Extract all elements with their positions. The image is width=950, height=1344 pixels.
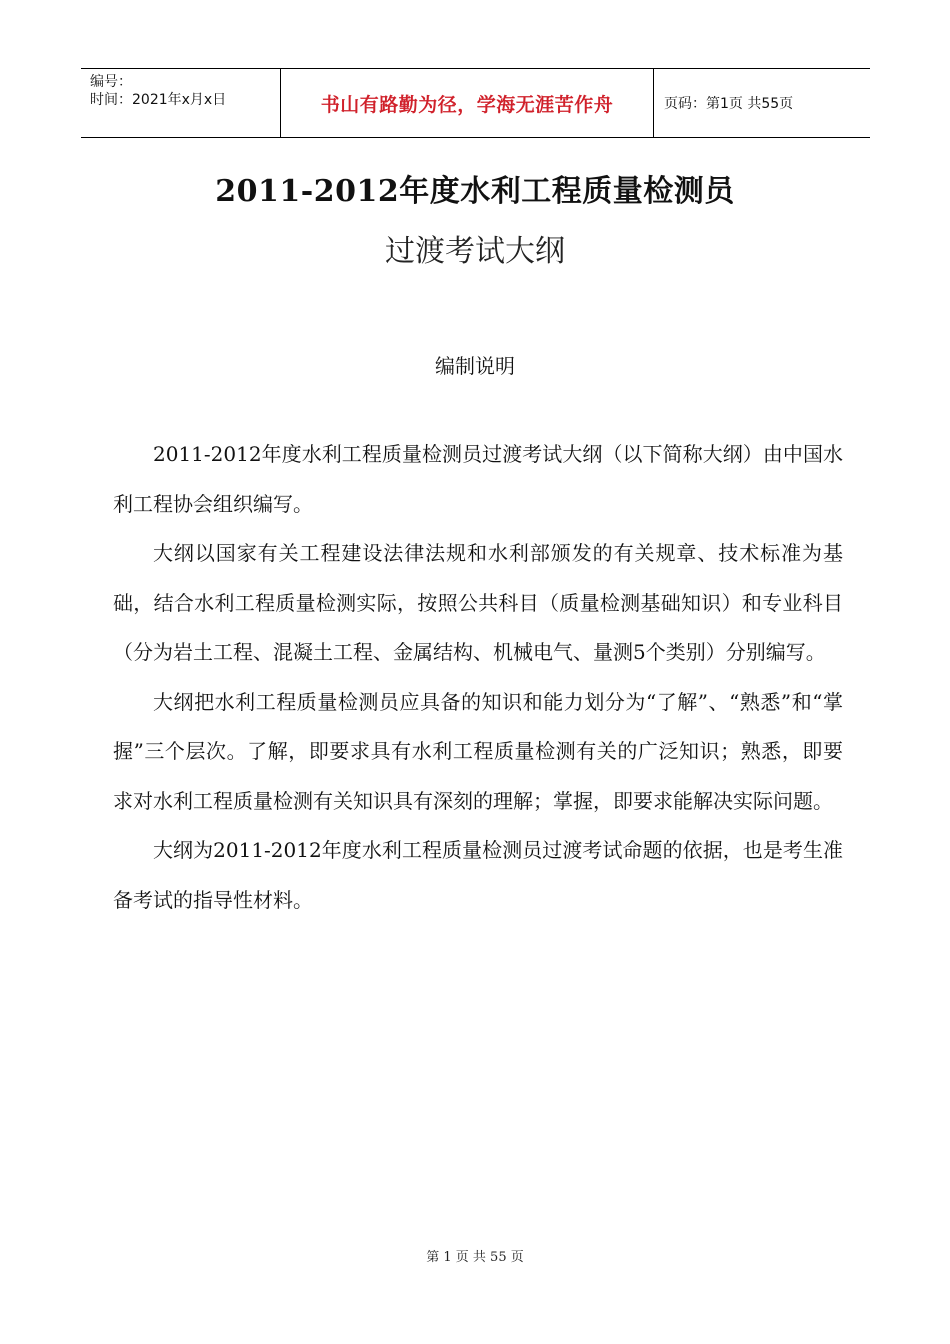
header-motto: 书山有路勤为径，学海无涯苦作舟 xyxy=(281,69,654,137)
body-text xyxy=(113,430,843,925)
paragraph: 大纲把水利工程质量检测员应具备的知识和能力划分为“了解”、“熟悉”和“掌握”三个层次。了解，即要求具有水利工程质量检测有关的广泛知识；熟悉，即要求对水利工程质量检测有关知识具有深刻的理解；掌握，即要求能解决实际问题。 xyxy=(113,689,843,813)
document-subtitle: 过渡考试大纲 xyxy=(385,234,565,269)
section-heading: 编制说明 xyxy=(435,354,515,378)
document-header xyxy=(81,68,870,138)
header-page-code: 页码：第1页 共55页 xyxy=(664,96,794,112)
paragraph: 大纲为2011-2012年度水利工程质量检测员过渡考试命题的依据，也是考生准备考试的指导性材料。 xyxy=(113,838,843,912)
time-label: 时间：2021年x月x日 xyxy=(90,92,227,108)
header-meta-cell xyxy=(81,69,281,137)
paragraph: 大纲以国家有关工程建设法律法规和水利部颁发的有关规章、技术标准为基础，结合水利工程质量检测实际，按照公共科目（质量检测基础知识）和专业科目（分为岩土工程、混凝土工程、金属结构、机械电气、量测5个类别）分别编写。 xyxy=(113,541,843,664)
paragraph: 2011-2012年度水利工程质量检测员过渡考试大纲（以下简称大纲）由中国水利工程协会组织编写。 xyxy=(113,442,843,516)
number-label: 编号： xyxy=(90,74,132,90)
page-footer: 第 1 页 共 55 页 xyxy=(426,1250,524,1265)
document-title: 2011-2012年度水利工程质量检测员 xyxy=(215,174,735,209)
